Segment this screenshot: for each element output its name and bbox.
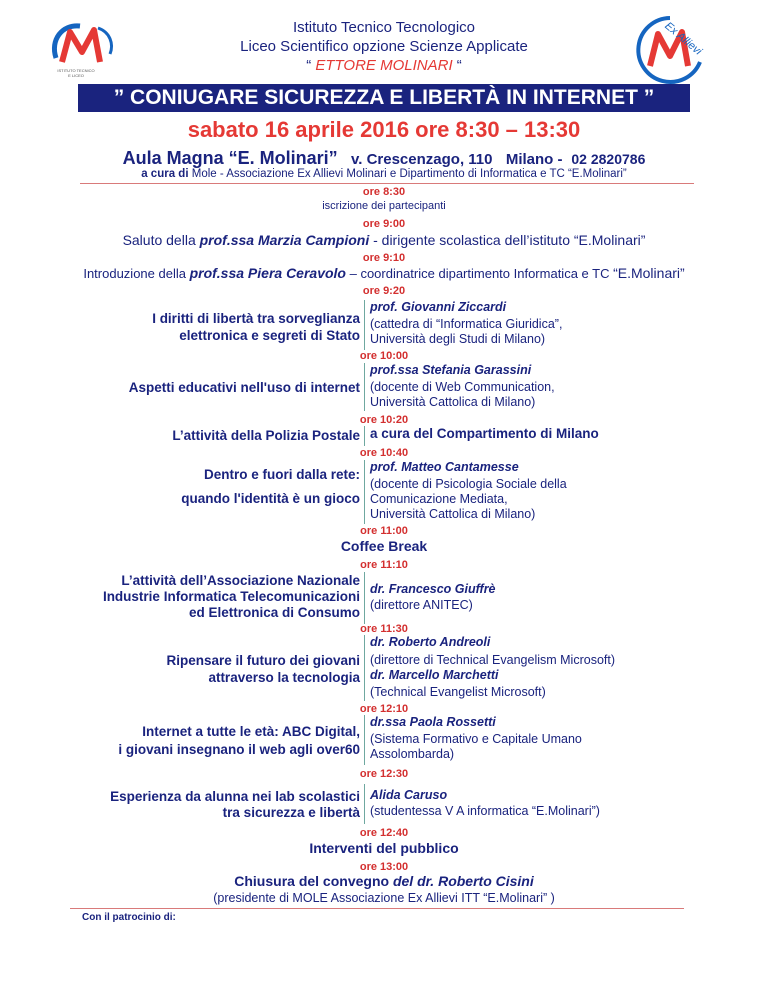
intro-prefix: Introduzione della — [83, 266, 190, 281]
public-interventions: Interventi del pubblico — [309, 840, 459, 856]
curated-text: Mole - Associazione Ex Allievi Molinari e Dipartimento di Informatica e TC “E.Molinari” — [191, 168, 627, 180]
session-5-title-3: ed Elettronica di Consumo — [188, 605, 360, 620]
venue — [0, 148, 768, 169]
banner-text: ” CONIUGARE SICUREZZA E LIBERTÀ IN INTERNET ” — [113, 86, 655, 109]
session-8-title-2: tra sicurezza e libertà — [222, 805, 360, 820]
header-line3 — [0, 56, 768, 75]
session-4-speaker: prof. Matteo Cantamesse — [370, 460, 519, 474]
time-1040: ore 10:40 — [359, 447, 409, 459]
session-1-affiliation-1: (cattedra di “Informatica Giuridica”, — [370, 317, 563, 331]
session-7 — [0, 715, 768, 765]
time-0900: ore 9:00 — [362, 218, 406, 230]
header-line2: Liceo Scientifico opzione Scienze Applicate — [240, 38, 528, 55]
intro-speaker: prof.ssa Piera Ceravolo — [189, 265, 346, 281]
session-5-speaker: dr. Francesco Giuffrè — [370, 582, 496, 596]
session-7-title-2: i giovani insegnano il web agli over60 — [118, 742, 360, 757]
session-divider — [364, 363, 365, 411]
session-1-affiliation-2: Università degli Studi di Milano) — [370, 332, 546, 346]
venue-street: v. Crescenzago, 110 — [351, 151, 493, 168]
session-6-affiliation-1: (direttore di Technical Evangelism Microsoft) — [370, 653, 616, 667]
session-2-affiliation-2: Università Cattolica di Milano) — [370, 395, 536, 409]
session-6-speaker-2: dr. Marcello Marchetti — [370, 668, 499, 682]
session-4-title-2: quando l'identità è un gioco — [181, 491, 360, 506]
time-1240: ore 12:40 — [359, 827, 409, 839]
session-5-affiliation: (direttore ANITEC) — [370, 598, 473, 612]
school-name: ETTORE MOLINARI — [311, 57, 457, 74]
patronage-label: Con il patrocinio di: — [82, 912, 176, 923]
session-8-speaker: Alida Caruso — [370, 788, 448, 802]
closing-prefix: Chiusura del convegno — [234, 873, 393, 889]
session-3-speaker: a cura del Compartimento di Milano — [370, 426, 599, 441]
divider-top — [80, 183, 694, 184]
welcome-line — [0, 232, 768, 248]
intro-line — [0, 265, 768, 281]
coffee-break: Coffee Break — [340, 538, 428, 554]
session-1-title-2: elettronica e segreti di Stato — [179, 328, 360, 343]
time-1110: ore 11:10 — [360, 559, 408, 571]
session-4-affiliation-2: Comunicazione Mediata, — [370, 492, 508, 506]
time-1000: ore 10:00 — [359, 350, 409, 362]
time-1230: ore 12:30 — [359, 768, 409, 780]
session-6-title-1: Ripensare il futuro dei giovani — [166, 653, 360, 668]
welcome-speaker: prof.ssa Marzia Campioni — [199, 232, 370, 248]
intro-school: “E.Molinari” — [613, 265, 685, 281]
session-4-title-1: Dentro e fuori dalla rete: — [203, 467, 360, 482]
session-8-title-1: Esperienza da alunna nei lab scolastici — [110, 789, 360, 804]
session-divider — [364, 300, 365, 350]
session-7-speaker: dr.ssa Paola Rossetti — [370, 715, 496, 729]
intro-role: – coordinatrice dipartimento Informatica e TC — [345, 266, 614, 281]
session-divider — [364, 460, 365, 524]
session-7-affiliation-2: Assolombarda) — [370, 747, 455, 761]
quote-close: “ — [456, 57, 462, 74]
alumni-logo-text: Ex Allievi — [662, 20, 704, 58]
session-3 — [0, 426, 768, 446]
session-4-affiliation-3: Università Cattolica di Milano) — [370, 507, 536, 521]
venue-hall: Aula Magna “E. Molinari” — [122, 148, 338, 168]
session-divider — [364, 715, 365, 765]
curated-label: a cura di — [141, 168, 189, 180]
divider-bottom — [70, 908, 684, 909]
header-line1: Istituto Tecnico Tecnologico — [292, 19, 476, 36]
session-divider — [364, 635, 365, 701]
session-7-title-1: Internet a tutte le età: ABC Digital, — [142, 724, 360, 739]
session-6-speaker-1: dr. Roberto Andreoli — [370, 635, 491, 649]
welcome-prefix: Saluto della — [122, 232, 200, 248]
session-5 — [0, 572, 768, 624]
session-5-title-1: L’attività dell’Associazione Nazionale — [121, 573, 360, 588]
session-1-speaker: prof. Giovanni Ziccardi — [370, 300, 507, 314]
quote-open: “ — [306, 57, 312, 74]
closing-role: (presidente di MOLE Associazione Ex Allievi ITT “E.Molinari” ) — [213, 891, 555, 905]
session-1-title-1: I diritti di libertà tra sorveglianza — [152, 311, 360, 326]
session-2-speaker: prof.ssa Stefania Garassini — [370, 363, 532, 377]
session-6-affiliation-2: (Technical Evangelist Microsoft) — [370, 685, 546, 699]
session-7-affiliation-1: (Sistema Formativo e Capitale Umano — [370, 732, 582, 746]
session-2 — [0, 363, 768, 411]
logo-caption: ISTITUTO TECNICO E LICEO — [57, 68, 95, 78]
time-1210: ore 12:10 — [359, 703, 409, 715]
time-0910: ore 9:10 — [362, 252, 406, 264]
venue-phone: 02 2820786 — [571, 151, 646, 167]
session-8 — [0, 784, 768, 824]
session-4 — [0, 460, 768, 524]
closing-line — [0, 873, 768, 889]
closing-speaker: del dr. Roberto Cisini — [392, 873, 534, 889]
session-2-title: Aspetti educativi nell'uso di internet — [128, 380, 360, 395]
time-1300: ore 13:00 — [359, 861, 409, 873]
title-banner — [78, 84, 690, 112]
time-0830: ore 8:30 — [362, 186, 406, 198]
curated-by — [0, 168, 768, 180]
session-3-title: L’attività della Polizia Postale — [172, 428, 360, 443]
session-divider — [364, 572, 365, 624]
event-date: sabato 16 aprile 2016 ore 8:30 – 13:30 — [187, 117, 581, 142]
session-1 — [0, 298, 768, 350]
session-5-title-2: Industrie Informatica Telecomunicazioni — [102, 589, 360, 604]
time-0920: ore 9:20 — [362, 285, 406, 297]
registration: iscrizione dei partecipanti — [322, 200, 446, 212]
session-6 — [0, 635, 768, 701]
session-2-affiliation-1: (docente di Web Communication, — [370, 380, 555, 394]
session-6-title-2: attraverso la tecnologia — [208, 670, 360, 685]
session-divider — [364, 784, 365, 824]
time-1100: ore 11:00 — [360, 525, 408, 537]
session-8-affiliation: (studentessa V A informatica “E.Molinari”) — [370, 804, 600, 818]
time-1020: ore 10:20 — [359, 414, 409, 426]
welcome-role: - dirigente scolastica dell’istituto “E.Molinari” — [369, 232, 646, 248]
session-divider — [364, 426, 365, 446]
time-1130: ore 11:30 — [360, 623, 408, 635]
session-4-affiliation-1: (docente di Psicologia Sociale della — [370, 477, 567, 491]
venue-city: Milano - — [505, 151, 563, 168]
